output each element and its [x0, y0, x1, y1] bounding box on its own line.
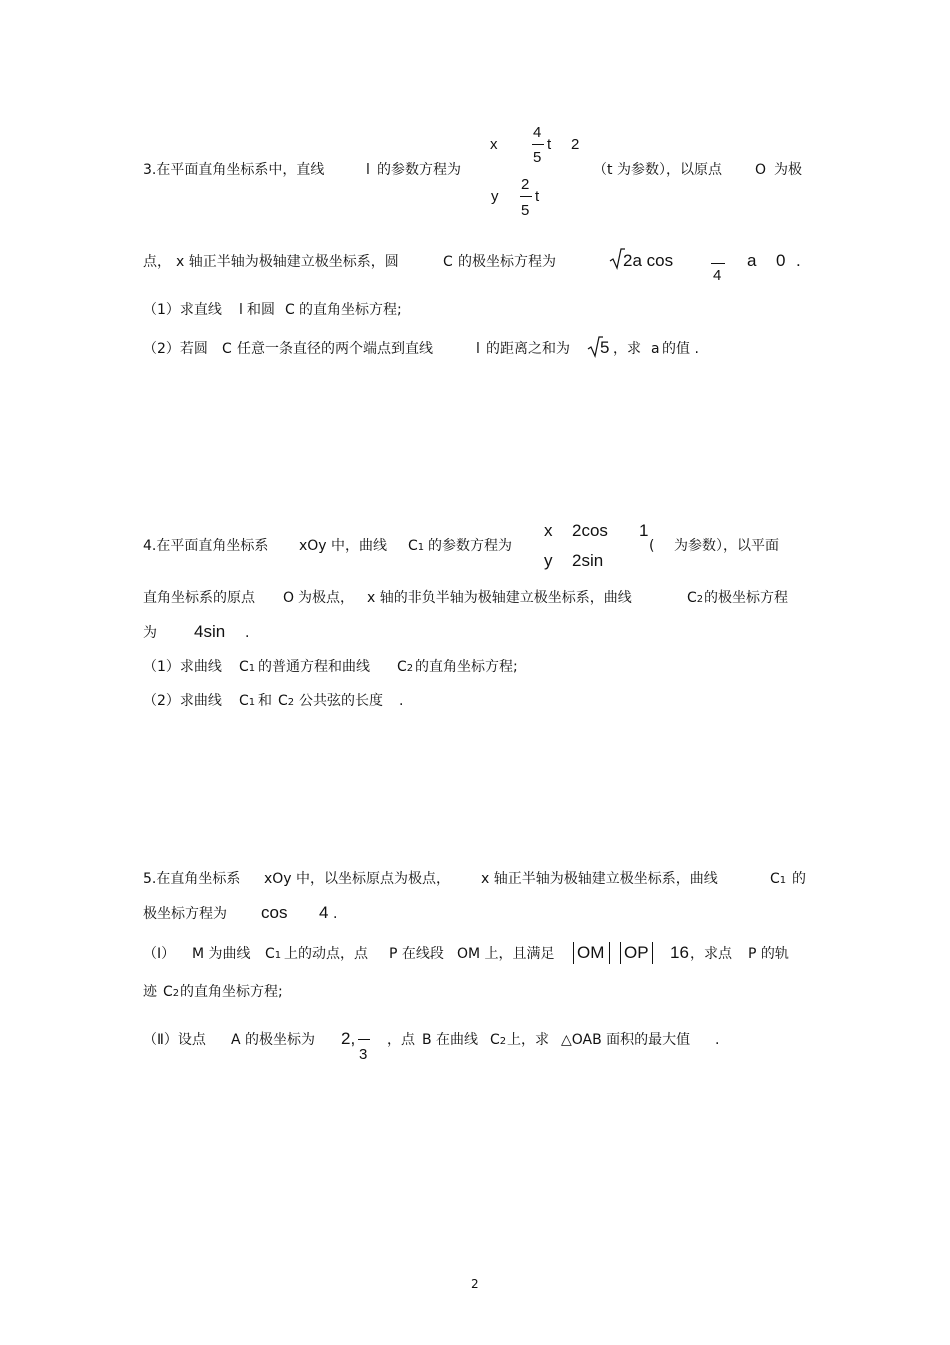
p4-q2-C1: C1: [239, 693, 256, 709]
p3-O: O: [755, 162, 767, 178]
p5-line2-dot: .: [333, 906, 338, 922]
p4-param-label: 的参数方程为: [428, 538, 512, 554]
p3-t1: t: [547, 136, 552, 153]
p4-intro: 4.在平面直角坐标系: [143, 538, 269, 554]
p5-q2-dot: .: [715, 1032, 720, 1048]
p4-line2-c: x 轴的非负半轴为极轴建立极坐标系，曲线: [367, 590, 632, 606]
p4-q1: （1）求曲线: [143, 659, 222, 675]
p5-q1-P: P 在线段: [389, 946, 444, 962]
p3-frac1-den: 5: [533, 149, 542, 166]
p4-param-note: 为参数），以平面: [674, 538, 779, 554]
p5-q2-pi3-bar: [358, 1039, 370, 1040]
p5-q2: （Ⅱ）设点: [143, 1032, 206, 1048]
p4-line3-a: 为: [143, 625, 157, 641]
p4-q2-c: 公共弦的长度: [299, 693, 383, 709]
p4-line2-a: 直角坐标系的原点: [143, 590, 255, 606]
p5-q2-A: A 的极坐标为: [231, 1032, 316, 1048]
p3-q1-b: 和圆: [247, 302, 275, 318]
p5-q2-c: 上，求: [507, 1032, 549, 1048]
p5-de: 的: [792, 871, 806, 887]
p4-q1-C2: C2: [397, 659, 414, 675]
p5-q2-B: B 在曲线: [422, 1032, 479, 1048]
p4-q1-C1: C1: [239, 659, 256, 675]
p3-t-param: （t 为参数），以原点: [593, 162, 722, 178]
p4-C1: C1: [408, 538, 425, 554]
p5-sixteen: 16: [670, 943, 689, 962]
p4-O: O: [283, 590, 295, 606]
p3-C: C: [443, 254, 453, 270]
p5-tail: x 轴正半轴为极轴建立极坐标系，曲线: [481, 871, 718, 887]
p5-mid: 中，以坐标原点为极点，: [296, 871, 450, 887]
p3-q2: （2）若圆: [143, 341, 208, 357]
p3-q2-c: 的距离之和为: [486, 341, 570, 357]
p3-two: 2: [571, 136, 580, 153]
p3-x: x: [490, 136, 498, 153]
p4-line2-d: 的极坐标方程: [704, 590, 788, 606]
p3-q2-b: 任意一条直径的两个端点到直线: [237, 341, 433, 357]
p5-cos: cos: [261, 903, 288, 922]
p4-x-eq: 2cos: [572, 521, 608, 540]
p3-frac2-num: 2: [521, 176, 530, 193]
p4-mid: 中，曲线: [331, 538, 387, 554]
p5-q1-OM: OM 上，且满足: [457, 946, 555, 962]
p3-q2-l: l: [476, 341, 480, 357]
p3-q2-e: 的值 .: [662, 341, 699, 357]
p4-line3-eq: 4sin: [194, 622, 226, 641]
p3-frac2-bar: [520, 196, 532, 197]
p3-line2-b: x 轴正半轴为极轴建立极坐标系，圆: [176, 254, 399, 270]
p5-q2-coord: 2,: [341, 1029, 356, 1048]
p5-abs-OM: OM: [577, 943, 605, 962]
p5-q1-c: ，求点: [690, 946, 732, 962]
p3-q1: （1）求直线: [143, 302, 222, 318]
p3-q2-C: C: [222, 341, 232, 357]
p3-q2-a: a: [651, 341, 660, 357]
p4-line2-b: 为极点，: [298, 590, 354, 606]
p3-q1-l: l: [239, 302, 243, 318]
p3-pi4-bar: [711, 263, 725, 264]
p5-abs-bar-3: [620, 942, 621, 964]
p4-q2-dot: .: [399, 693, 404, 709]
p3-a: a: [747, 251, 757, 270]
p4-q1-b: 的普通方程和曲线: [258, 659, 370, 675]
p3-four: 4: [713, 267, 722, 284]
p3-line2-a: 点，: [143, 254, 171, 270]
p5-abs-OP: OP: [624, 943, 649, 962]
p5-q2-b: ，点: [387, 1032, 415, 1048]
p5-q1-P2: P 的轨: [748, 946, 789, 962]
page-number: 2: [471, 1277, 479, 1291]
p5-q2-three: 3: [359, 1046, 368, 1063]
p5-q1-b: 上的动点，点: [284, 946, 368, 962]
p3-frac1-bar: [532, 144, 544, 145]
p4-q1-c: 的直角坐标方程;: [415, 659, 518, 675]
p4-q2-b: 和: [258, 693, 272, 709]
p4-one: 1: [639, 521, 649, 540]
p5-C1: C1: [770, 871, 787, 887]
p3-q2-d: ，求: [613, 341, 641, 357]
p4-C2: C2: [687, 590, 704, 606]
p5-abs-bar-4: [652, 942, 653, 964]
p3-as-pole: 为极: [774, 162, 802, 178]
p5-q1-C1: C1: [265, 946, 282, 962]
p3-q2-sqrt: 5: [600, 338, 610, 357]
p5-q1-C2: C2: [163, 984, 180, 1000]
p3-param-label: 的参数方程为: [377, 162, 461, 178]
p5-four: 4: [319, 903, 329, 922]
p3-l: l: [366, 162, 370, 178]
p3-intro: 3.在平面直角坐标系中，直线: [143, 162, 325, 178]
p4-q2: （2）求曲线: [143, 693, 222, 709]
p3-q1-c: 的直角坐标方程;: [299, 302, 402, 318]
p5-abs-bar-1: [573, 942, 574, 964]
p4-q2-C2: C2: [278, 693, 295, 709]
p3-polar-eq: 2a cos: [623, 251, 674, 270]
p3-frac1-num: 4: [533, 124, 542, 141]
p3-line2-c: 的极坐标方程为: [458, 254, 556, 270]
p5-q1-line2-b: 的直角坐标方程;: [180, 984, 283, 1000]
p4-line3-dot: .: [245, 625, 250, 641]
p5-intro: 5.在直角坐标系: [143, 871, 241, 887]
p5-xOy: xOy: [264, 871, 292, 887]
p3-t2: t: [535, 188, 540, 205]
p4-paren: (: [649, 538, 655, 554]
p3-frac2-den: 5: [521, 202, 530, 219]
p3-y: y: [491, 188, 499, 205]
p4-y-eq: 2sin: [572, 551, 604, 570]
p5-q2-C2: C2: [490, 1032, 507, 1048]
p3-dot: .: [796, 251, 801, 270]
p5-abs-bar-2: [609, 942, 610, 964]
p5-q1: （Ⅰ）: [143, 946, 176, 962]
p5-q1-line2: 迹: [143, 984, 157, 1000]
p4-xOy: xOy: [299, 538, 327, 554]
p4-x: x: [544, 521, 553, 540]
p4-y: y: [544, 551, 553, 570]
p5-q2-tri: △OAB 面积的最大值: [561, 1032, 691, 1048]
p5-q1-M: M 为曲线: [192, 946, 251, 962]
p3-zero: 0: [776, 251, 786, 270]
p3-q1-C: C: [285, 302, 295, 318]
p5-line2-a: 极坐标方程为: [143, 906, 227, 922]
